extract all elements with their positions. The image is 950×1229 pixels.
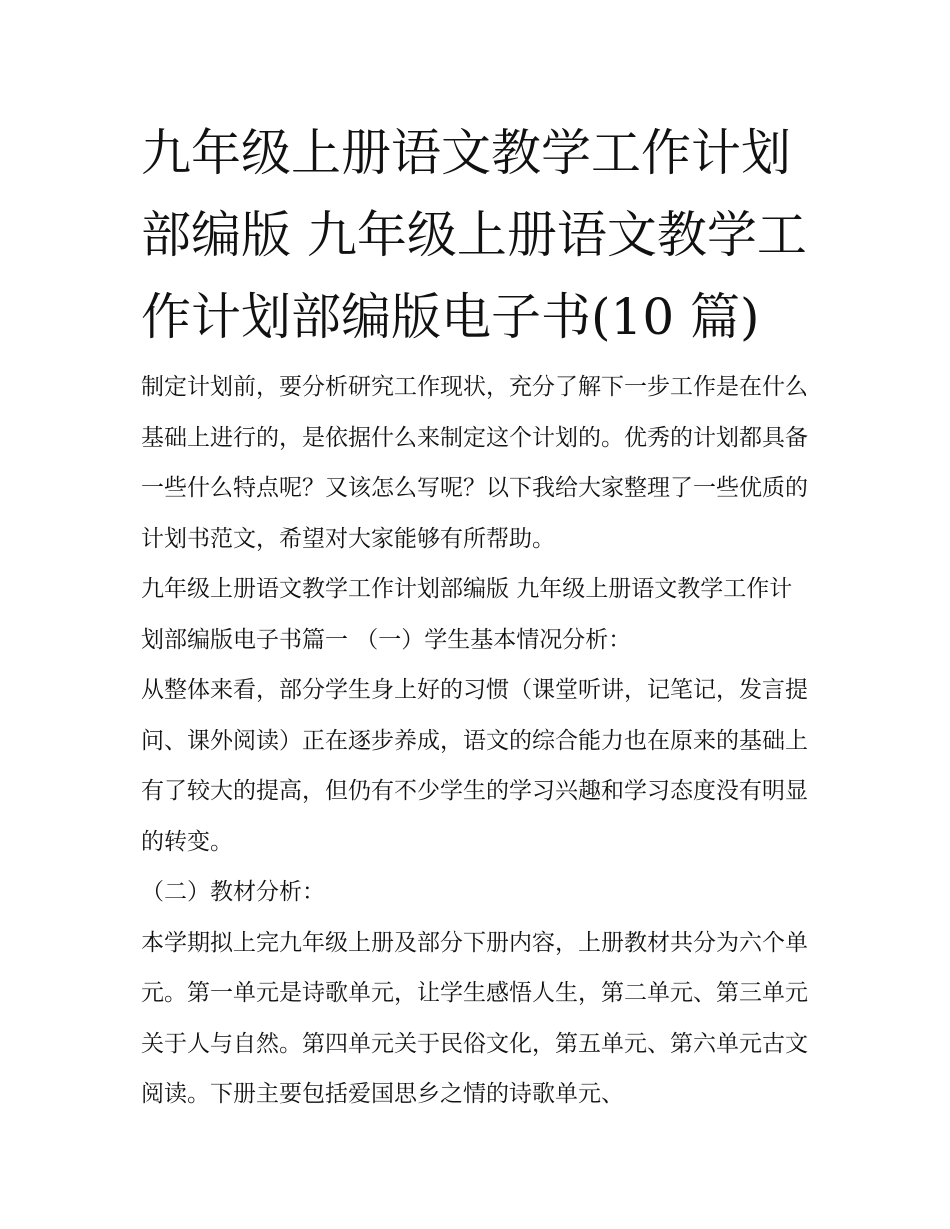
document-body <box>141 362 811 1120</box>
document-content <box>141 112 811 1120</box>
textbook-analysis-paragraph: 本学期拟上完九年级上册及部分下册内容，上册教材共分为六个单元。第一单元是诗歌单元，让学生感悟人生，第二单元、第三单元关于人与自然。第四单元关于民俗文化，第五单元、第六单元古文阅读。下册主要包括爱国思乡之情的诗歌单元、 <box>141 929 808 1107</box>
intro-paragraph: 制定计划前，要分析研究工作现状，充分了解下一步工作是在什么基础上进行的，是依据什么来制定这个计划的。优秀的计划都具备一些什么特点呢？又该怎么写呢？以下我给大家整理了一些优质的计划书范文，希望对大家能够有所帮助。 <box>141 374 808 552</box>
section-heading-one: 九年级上册语文教学工作计划部编版 九年级上册语文教学工作计划部编版电子书篇一 （一）学生基本情况分析： <box>141 576 793 653</box>
document-title: 九年级上册语文教学工作计划部编版 九年级上册语文教学工作计划部编版电子书(10 篇) <box>141 124 807 346</box>
student-analysis-paragraph: 从整体来看，部分学生身上好的习惯（课堂听讲，记笔记，发言提问、课外阅读）正在逐步养成，语文的综合能力也在原来的基础上有了较大的提高，但仍有不少学生的学习兴趣和学习态度没有明显的转变。 <box>141 677 808 855</box>
section-heading-two: （二）教材分析： <box>141 879 325 905</box>
